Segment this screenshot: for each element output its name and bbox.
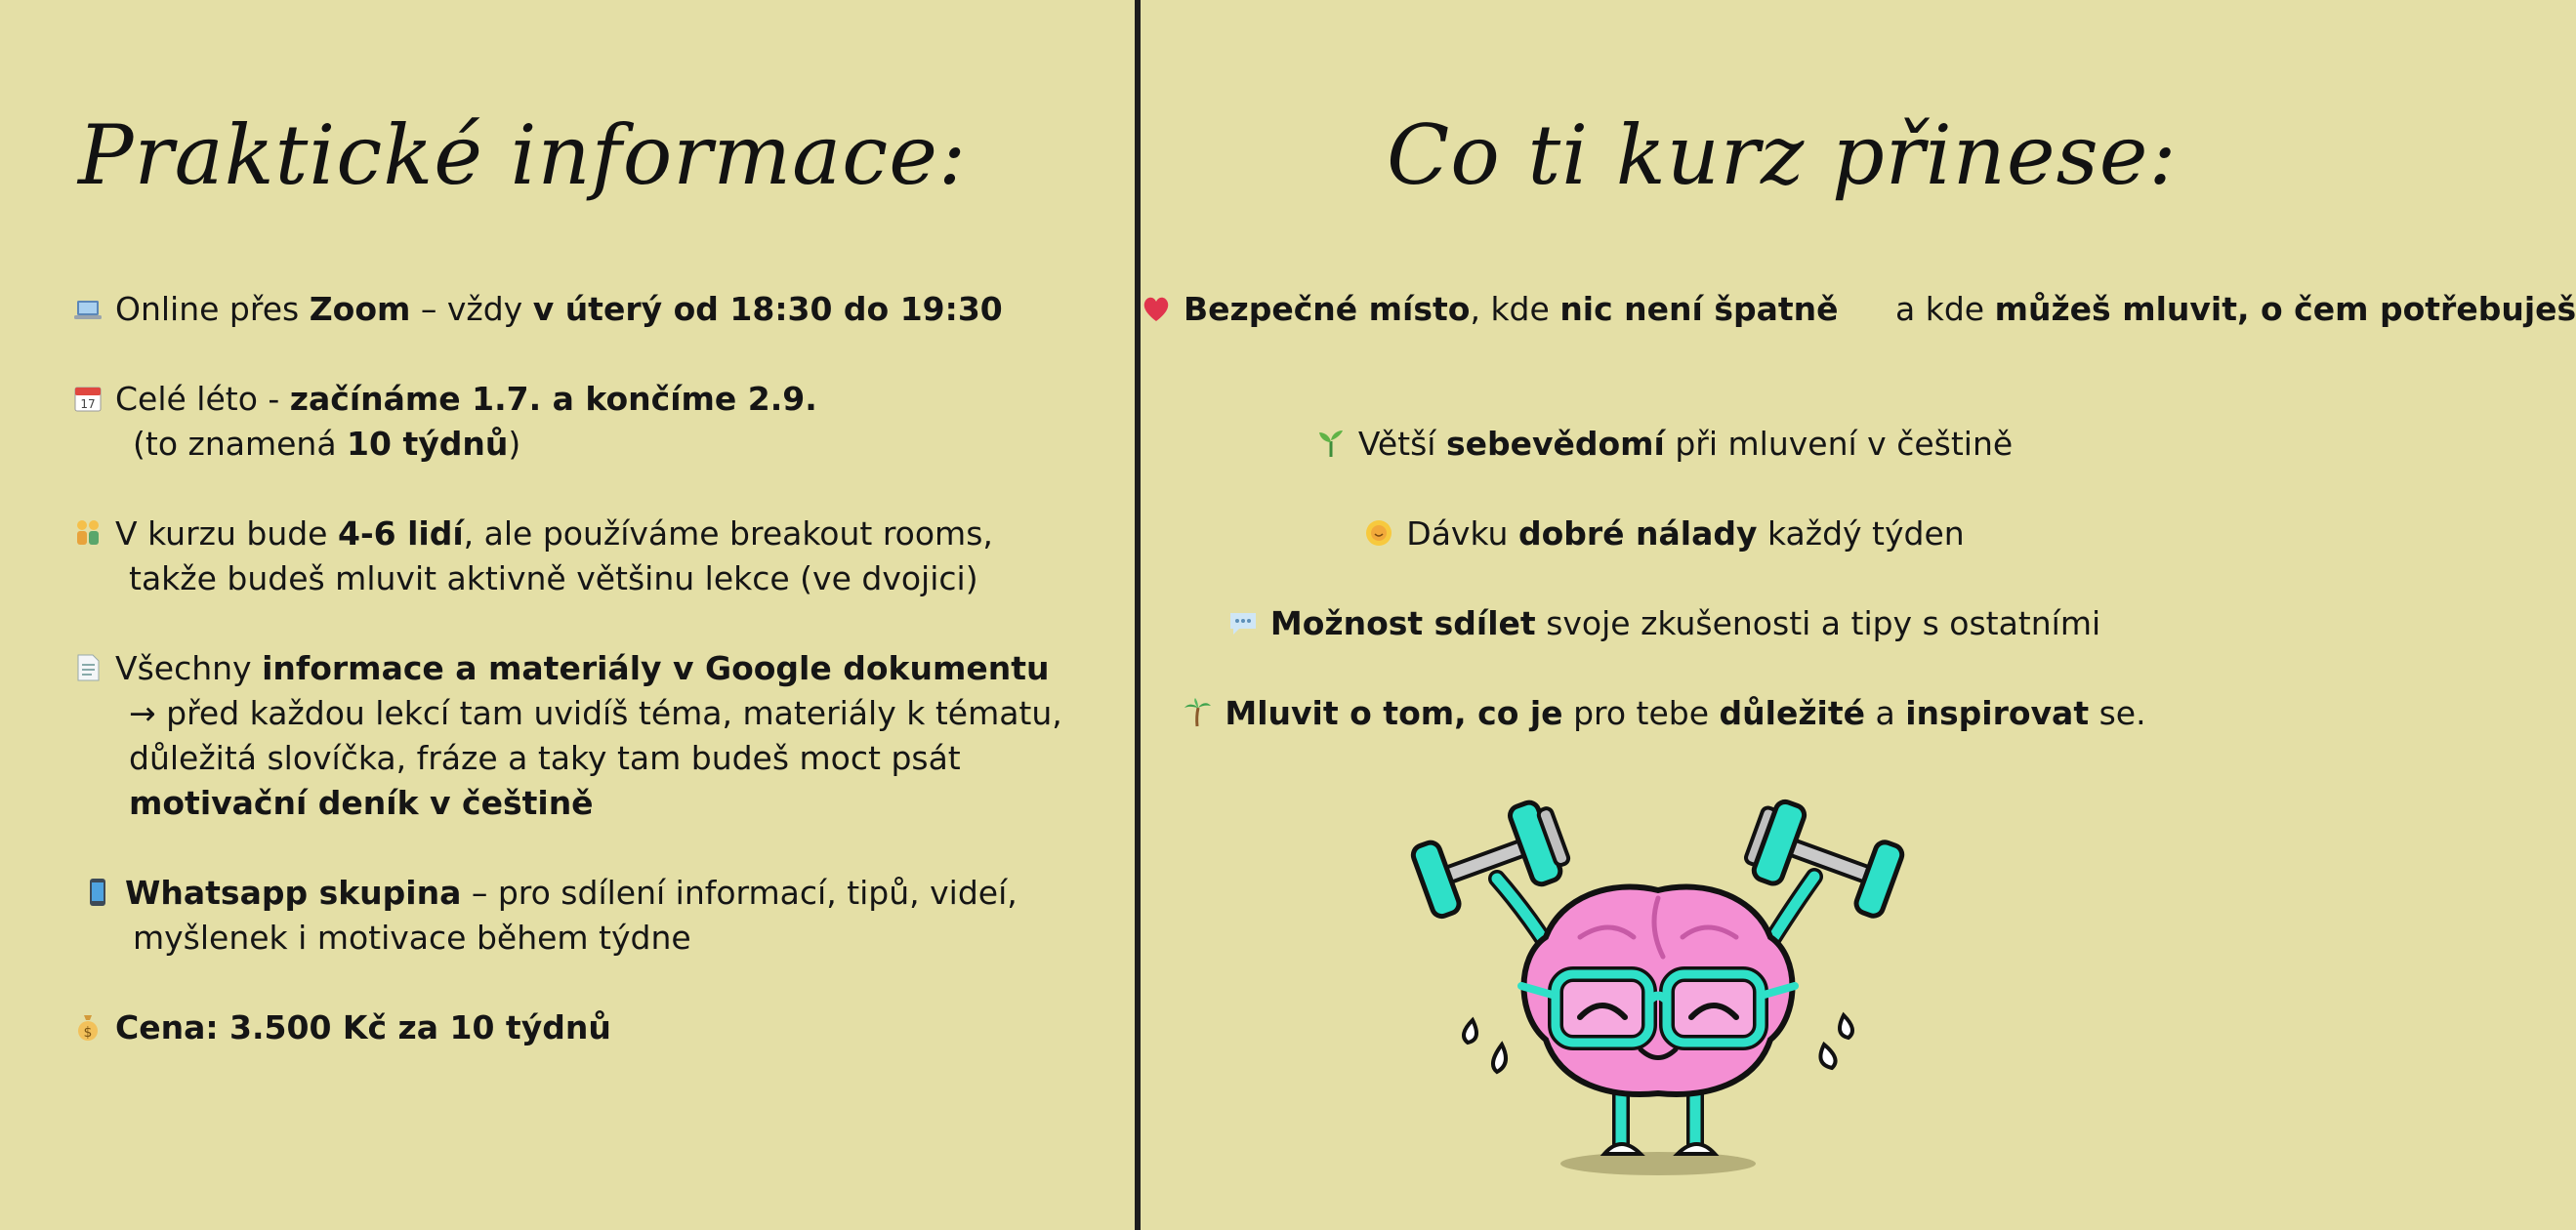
info-item-whatsapp: Whatsapp skupina – pro sdílení informací, tipů, videí, myšlenek i motivace během týdne bbox=[82, 871, 1018, 961]
sun-icon bbox=[1363, 515, 1394, 547]
svg-text:$: $ bbox=[83, 1025, 93, 1041]
speech-bubble-icon bbox=[1227, 605, 1259, 636]
benefit-item-safe-place: Bezpečné místo, kde nic není špatně a kde můžeš mluvit, o čem potřebuješ bbox=[1141, 287, 2187, 332]
people-icon bbox=[72, 515, 104, 547]
benefit-item-sharing: Možnost sdílet svoje zkušenosti a tipy s ostatními bbox=[1141, 601, 2187, 646]
brain-lifting-weights-icon bbox=[1414, 800, 1902, 1181]
money-bag-icon bbox=[72, 1009, 104, 1041]
phone-icon bbox=[82, 875, 113, 906]
info-item-zoom: Online přes Zoom – vždy v úterý od 18:30 do 19:30 bbox=[72, 287, 1003, 332]
palm-tree-icon bbox=[1182, 695, 1213, 726]
left-title: Praktické informace: bbox=[78, 107, 968, 203]
svg-text:17: 17 bbox=[80, 397, 96, 411]
benefit-item-mood: Dávku dobré nálady každý týden bbox=[1141, 512, 2187, 556]
benefit-item-confidence: Větší sebevědomí při mluvení v češtině bbox=[1141, 422, 2187, 467]
heart-icon bbox=[1141, 291, 1172, 322]
seedling-icon bbox=[1315, 426, 1347, 457]
benefit-item-inspiration: Mluvit o tom, co je pro tebe důležité a inspirovat se. bbox=[1141, 691, 2187, 736]
info-item-price: $ Cena: 3.500 Kč za 10 týdnů bbox=[72, 1005, 611, 1050]
laptop-icon bbox=[72, 291, 104, 322]
right-title: Co ti kurz přinese: bbox=[1387, 107, 2178, 203]
calendar-icon bbox=[72, 381, 104, 412]
info-item-dates: 17 Celé léto - začínáme 1.7. a končíme 2.9. (to znamená 10 týdnů) bbox=[72, 377, 817, 467]
document-icon bbox=[72, 650, 104, 681]
info-item-group-size: V kurzu bude 4-6 lidí, ale používáme breakout rooms, takže budeš mluvit aktivně většinu lekce (ve dvojici) bbox=[72, 512, 993, 601]
info-item-materials: Všechny informace a materiály v Google dokumentu → před každou lekcí tam uvidíš téma, materiály k tématu, důležitá slovíčka, fráze a taky tam budeš moct psát motivační deník v češtině bbox=[72, 646, 1062, 826]
